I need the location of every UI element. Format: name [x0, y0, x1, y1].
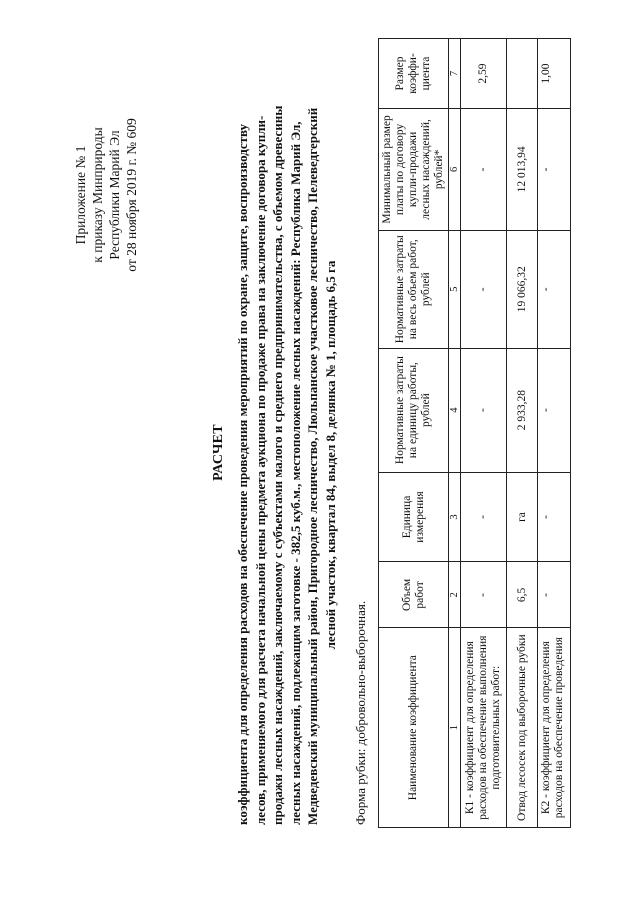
heading-line: Медведевский муниципальный район, Пригородное лесничество, Люльпанское участковое лесничество, Пелеведгерский [305, 107, 320, 825]
appendix-line: от 28 ноября 2019 г. № 609 [124, 118, 139, 272]
heading-line: лесов, применяемого для расчета начальной цены предмета аукциона по продаже права на заключение договора купли- [252, 115, 268, 825]
column-header: Минимальный размер платы по договору купли-продажи лесных насаждений, рублей* [379, 108, 449, 230]
unit-cell: - [538, 472, 571, 562]
total-cost-cell: - [538, 230, 571, 348]
column-header: Единица измерения [379, 472, 449, 562]
min-payment-cell: - [538, 108, 571, 230]
column-number: 5 [449, 230, 461, 348]
total-cost-cell: 19 066,32 [507, 230, 538, 348]
column-header: Размер коэффи-циента [379, 39, 449, 109]
column-number-row [449, 39, 461, 828]
coefficient-value-cell [507, 39, 538, 109]
column-header: Нормативные затраты на весь объем работ, рублей [379, 230, 449, 348]
work-volume-cell: - [538, 562, 571, 628]
heading-line: лесных насаждений, подлежащим заготовке - 382,5 куб.м., местоположение лесных насаждений: Республика Марий Эл, [287, 121, 303, 825]
coefficient-value-cell: 1,00 [538, 39, 571, 109]
column-number: 7 [449, 39, 461, 109]
table-row [538, 39, 571, 828]
heading-line: продажи лесных насаждений, заключаемому с субъектами малого и среднего предпринимательства, с объемом древесины [270, 105, 285, 825]
coefficient-name-cell: Отвод лесосек под выборочные рубки [507, 628, 538, 828]
column-number: 6 [449, 108, 461, 230]
column-number: 2 [449, 562, 461, 628]
min-payment-cell: 12 013,94 [507, 108, 538, 230]
unit-cost-cell: 2 933,28 [507, 348, 538, 472]
table-header-row [379, 39, 449, 828]
column-number: 1 [449, 628, 461, 828]
unit-cell: - [461, 472, 507, 562]
unit-cell: га [507, 472, 538, 562]
coefficient-name-cell: К2 - коэффициент для определения расходов на обеспечение проведения [538, 628, 571, 828]
document-title: РАСЧЕТ [211, 424, 226, 481]
appendix-line: к приказу Минприроды [90, 127, 105, 263]
coefficient-value-cell: 2,59 [461, 39, 507, 109]
column-header: Нормативные затраты на единицу работы, рублей [379, 348, 449, 472]
coefficient-name-cell: К1 - коэффициент для определения расходов на обеспечение выполнения подготовительных работ: [461, 628, 507, 828]
table-row [507, 39, 538, 828]
work-volume-cell: 6,5 [507, 562, 538, 628]
coefficient-table [378, 38, 571, 828]
column-number: 4 [449, 348, 461, 472]
unit-cost-cell: - [461, 348, 507, 472]
column-number: 3 [449, 472, 461, 562]
table-row [461, 39, 507, 828]
appendix-reference [72, 75, 140, 315]
work-volume-cell: - [461, 562, 507, 628]
column-header: Наименование коэффициента [379, 628, 449, 828]
column-header: Объем работ [379, 562, 449, 628]
unit-cost-cell: - [538, 348, 571, 472]
min-payment-cell: - [461, 108, 507, 230]
heading-line: лесной участок, квартал 84, выдел 8, делянка № 1, площадь 6,5 га [322, 260, 338, 650]
heading-line: коэффициента для определения расходов на обеспечение проведения мероприятий по охране, защите, воспроизводству [235, 123, 250, 825]
appendix-line: Приложение № 1 [73, 145, 88, 245]
total-cost-cell: - [461, 230, 507, 348]
calculation-heading [234, 85, 339, 825]
appendix-line: Республики Марий Эл [107, 130, 122, 260]
felling-form-text: Форма рубки: добровольно-выборочная. [353, 600, 368, 825]
